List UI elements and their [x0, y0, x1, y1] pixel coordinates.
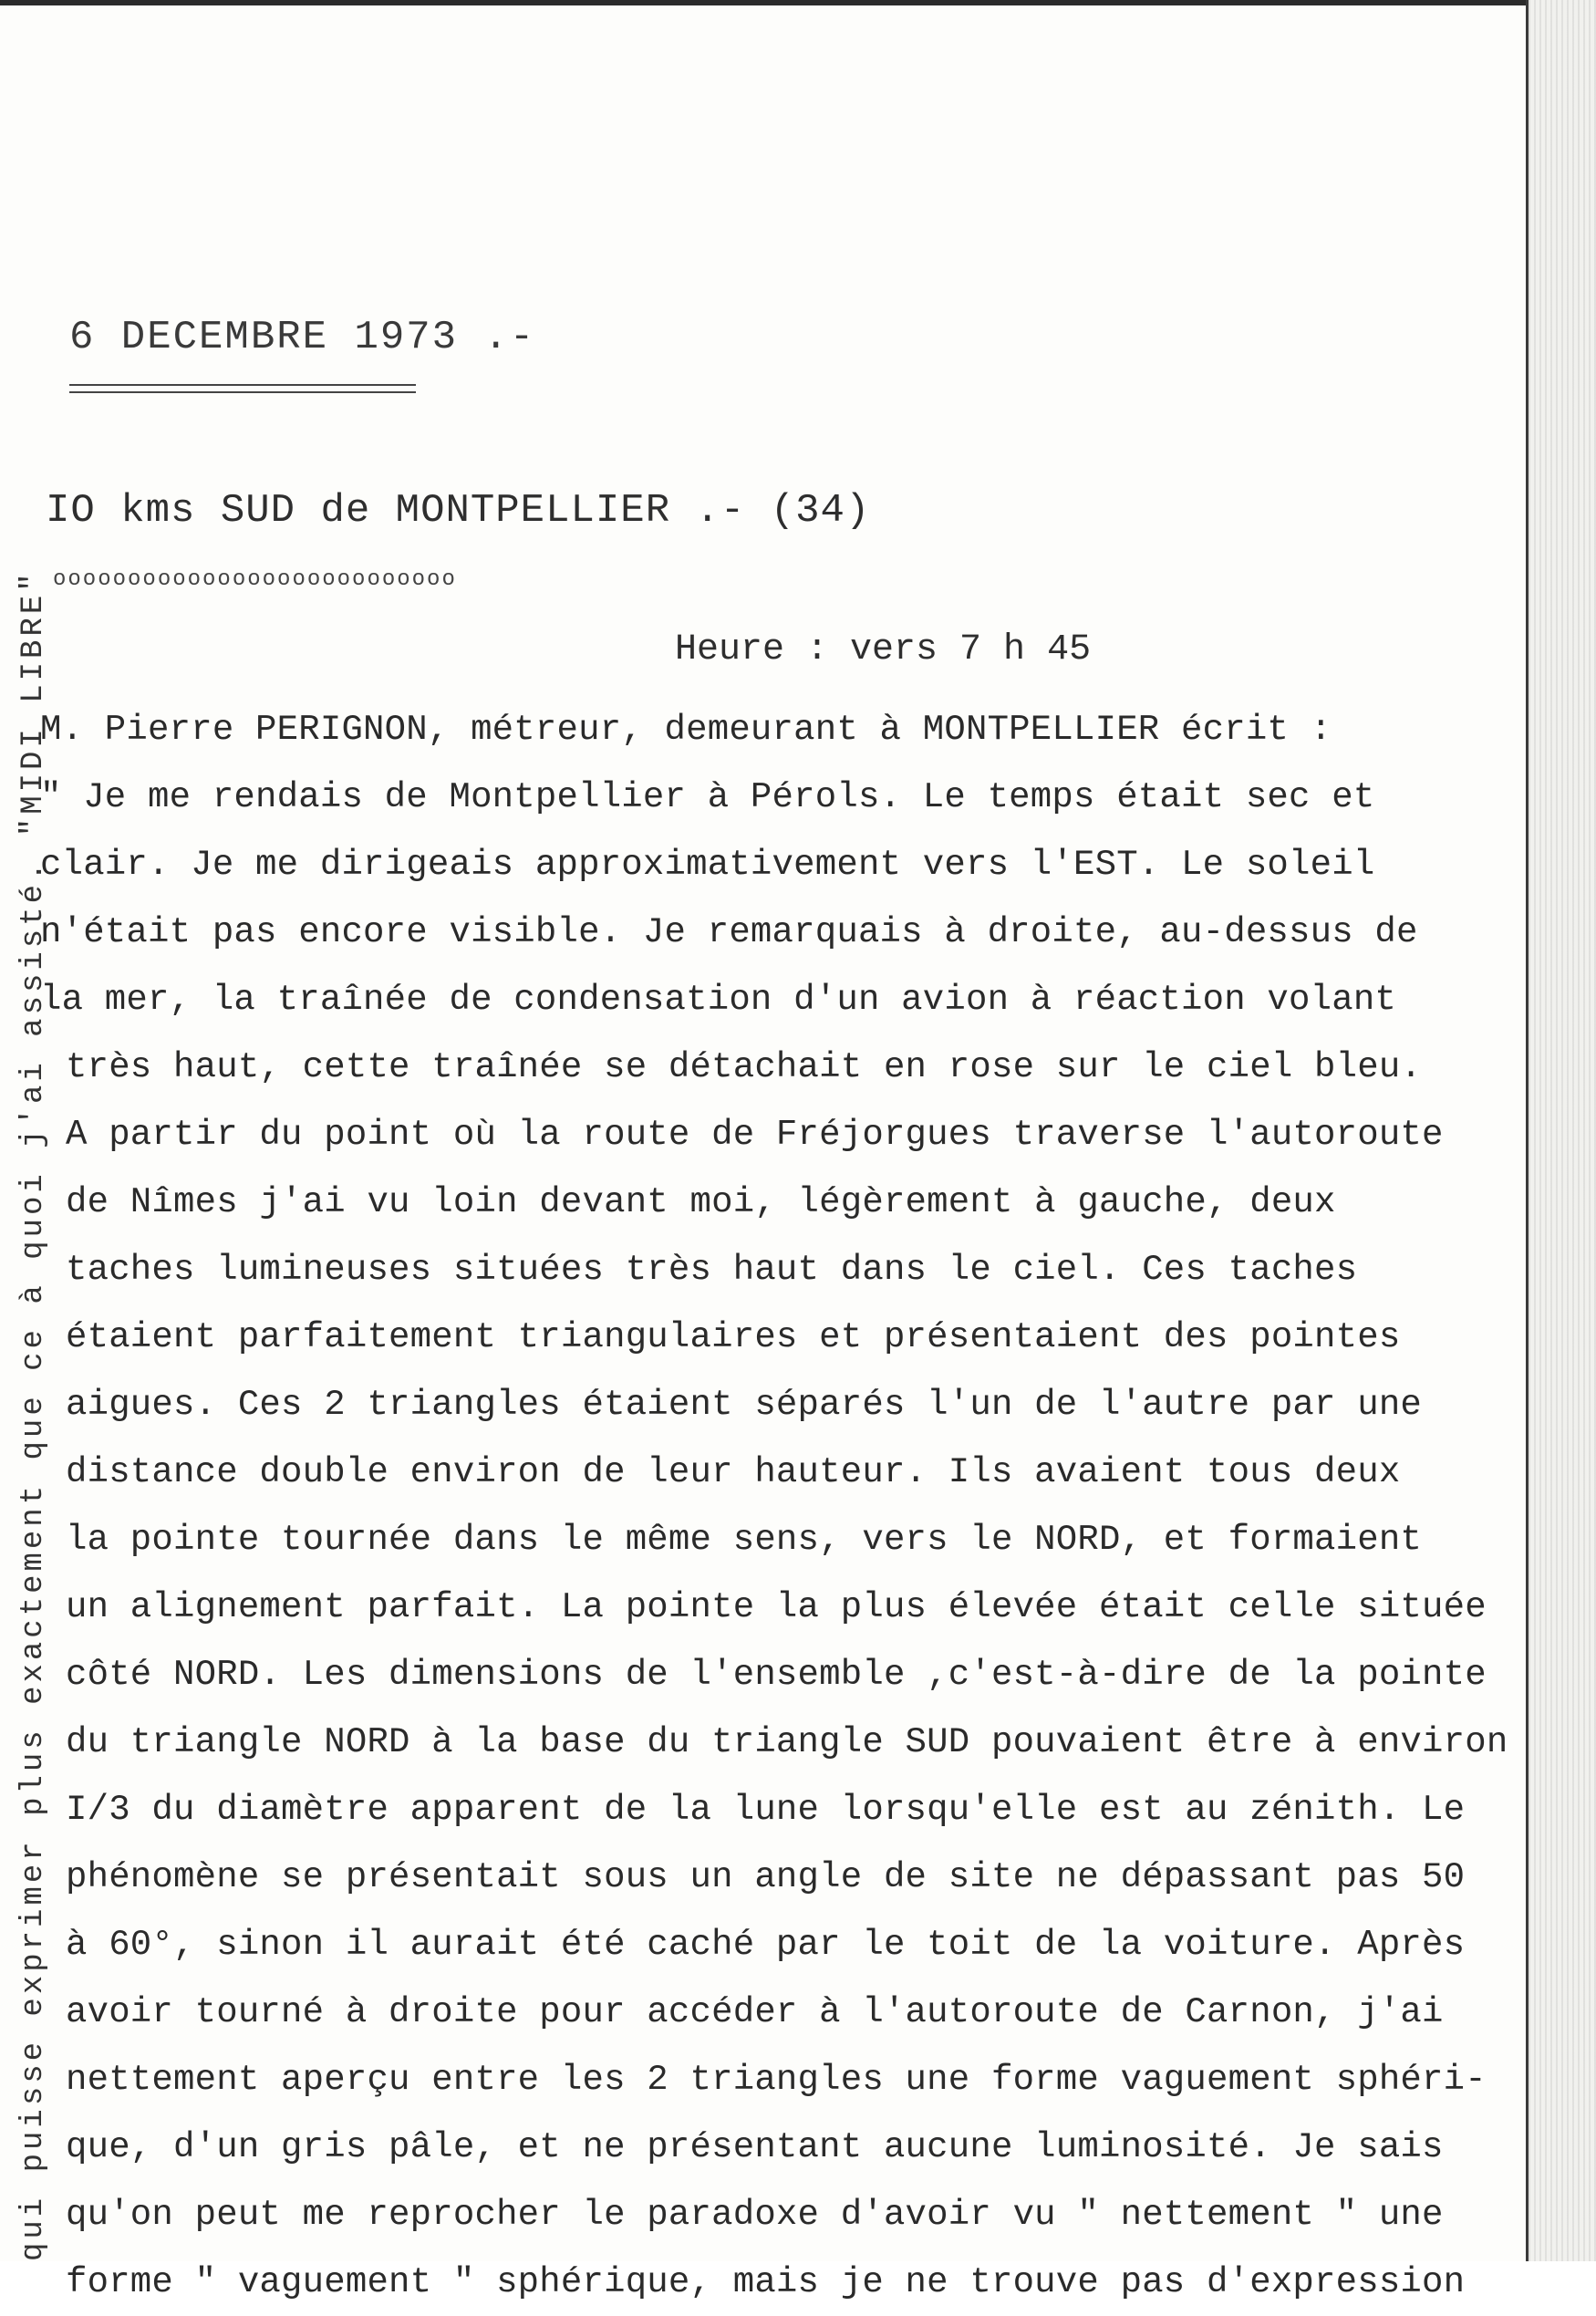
margin-note-vertical: qui puisse exprimer plus exactement que ce à quoi j'ai assisté. "MIDI LIBRE"	[16, 569, 51, 2261]
location-underline: ooooooooooooooooooooooooooo	[53, 567, 457, 592]
text-line: A partir du point où la route de Fréjorgues traverse l'autoroute	[66, 1115, 1444, 1155]
body-text	[40, 696, 1518, 2316]
text-line: I/3 du diamètre apparent de la lune lorsqu'elle est au zénith. Le	[66, 1790, 1466, 1830]
right-page-edge	[1526, 0, 1596, 2261]
text-line: à 60°, sinon il aurait été caché par le toit de la voiture. Après	[66, 1925, 1466, 1965]
text-line: n'était pas encore visible. Je remarquais à droite, au-dessus de	[40, 912, 1418, 952]
text-line: M. Pierre PERIGNON, métreur, demeurant à MONTPELLIER écrit :	[40, 710, 1332, 750]
text-line: très haut, cette traînée se détachait en rose sur le ciel bleu.	[66, 1047, 1423, 1087]
text-line: de Nîmes j'ai vu loin devant moi, légèrement à gauche, deux	[66, 1182, 1336, 1222]
text-line: forme " vaguement " sphérique, mais je ne trouve pas d'expression	[66, 2262, 1466, 2302]
text-line: taches lumineuses situées très haut dans le ciel. Ces taches	[66, 1250, 1358, 1290]
text-line: nettement aperçu entre les 2 triangles une forme vaguement sphéri-	[66, 2060, 1487, 2100]
text-line: la pointe tournée dans le même sens, vers le NORD, et formaient	[66, 1520, 1423, 1560]
text-line: aigues. Ces 2 triangles étaient séparés l'un de l'autre par une	[66, 1385, 1423, 1425]
text-line: clair. Je me dirigeais approximativement vers l'EST. Le soleil	[40, 845, 1375, 885]
document-location: IO kms SUD de MONTPELLIER .- (34)	[46, 488, 871, 534]
text-line: avoir tourné à droite pour accéder à l'autoroute de Carnon, j'ai	[66, 1992, 1444, 2032]
text-line: étaient parfaitement triangulaires et présentaient des pointes	[66, 1317, 1401, 1357]
document-time: Heure : vers 7 h 45	[675, 629, 1092, 670]
text-line: " Je me rendais de Montpellier à Pérols. Le temps était sec et	[40, 777, 1375, 817]
text-line: distance double environ de leur hauteur. Ils avaient tous deux	[66, 1452, 1401, 1492]
text-line: la mer, la traînée de condensation d'un avion à réaction volant	[40, 980, 1397, 1020]
text-line: phénomène se présentait sous un angle de site ne dépassant pas 50	[66, 1857, 1466, 1897]
top-border-line	[0, 0, 1567, 5]
text-line: du triangle NORD à la base du triangle SUD pouvaient être à environ	[66, 1722, 1508, 1762]
text-line: côté NORD. Les dimensions de l'ensemble ,c'est-à-dire de la pointe	[66, 1655, 1487, 1695]
text-line: un alignement parfait. La pointe la plus élevée était celle située	[66, 1587, 1487, 1627]
date-underline	[69, 384, 416, 393]
text-line: que, d'un gris pâle, et ne présentant aucune luminosité. Je sais	[66, 2127, 1444, 2167]
document-date: 6 DECEMBRE 1973 .-	[69, 315, 536, 360]
text-line: qu'on peut me reprocher le paradoxe d'avoir vu " nettement " une	[66, 2195, 1444, 2235]
